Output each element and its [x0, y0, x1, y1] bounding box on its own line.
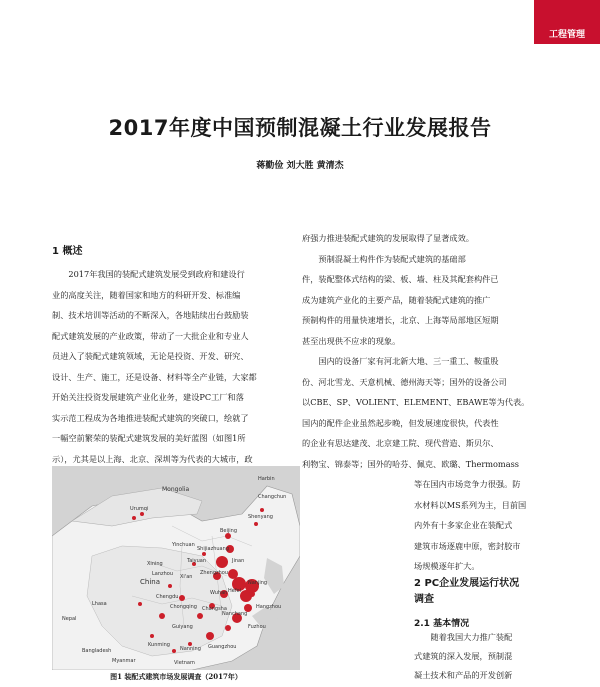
heading-line: 2 PC企业发展运行状况 — [414, 578, 520, 589]
text-line: 业的高度关注，随着国家和地方的科研开发、标准编 — [52, 289, 241, 300]
map-label: Zhengzhou — [200, 570, 229, 576]
text-line: 份、河北雪龙、天意机械、德州海天等；国外的设备公司 — [302, 376, 507, 387]
map-label: Mongolia — [162, 486, 190, 493]
text-line: 甚至出现供不应求的现象。 — [302, 335, 401, 346]
figure-caption: 图1 装配式建筑市场发展调查（2017年） — [110, 672, 242, 681]
heading-line: 调查 — [414, 594, 434, 605]
map-label: Nepal — [62, 616, 77, 622]
text-line: 等在国内市场竞争力很强。防 — [414, 479, 521, 489]
map-label: Fuzhou — [248, 624, 266, 630]
map-label: Jinan — [232, 558, 245, 564]
text-line: 凝土技术和产品的开发创新 — [414, 670, 513, 680]
section-tag-label: 工程管理 — [548, 30, 585, 40]
map-label: Chengdu — [156, 594, 179, 600]
map-label: Harbin — [258, 476, 275, 482]
page-header — [0, 0, 600, 44]
map-label: Shenyang — [248, 514, 273, 520]
right-column-text — [302, 228, 550, 474]
right-column-wrap-text — [414, 474, 550, 577]
text-line: 利物宝、锦泰等；国外的哈芬、佩克、欧璐、Thermomass — [302, 458, 519, 469]
map-label: Hangzhou — [256, 604, 282, 610]
text-line: 预制构件的用量快速增长，北京、上海等局部地区短期 — [302, 315, 499, 325]
subsection-heading-basic: 2.1 基本情况 — [414, 619, 470, 629]
text-line: 开始关注投资发展建筑产业化业务，建设PC工厂和落 — [52, 392, 244, 402]
map-label: Nanjing — [248, 580, 268, 586]
text-line: 实示范工程成为各地推进装配式建筑的突破口，绘就了 — [52, 412, 249, 423]
text-line: 水材料以MS系列为主，目前国 — [414, 499, 527, 510]
text-line: 式建筑的深入发展，预制混 — [414, 651, 513, 661]
map-label: Nanning — [180, 646, 201, 652]
text-line: 国内的设备厂家有河北新大地、三一重工、鞍重股 — [318, 356, 499, 366]
left-column-text — [52, 264, 300, 469]
text-line: 预制混凝土构件作为装配式建筑的基础部 — [318, 253, 466, 264]
section-tag — [534, 0, 600, 44]
text-line: 员进入了装配式建筑领域，无论是投资、开发、研究、 — [52, 351, 249, 361]
text-line: 随着我国大力推广装配 — [430, 632, 513, 642]
text-line: 内外有十多家企业在装配式 — [414, 520, 513, 530]
map-label: Taiyuan — [187, 558, 207, 564]
text-line: 2017年我国的装配式建筑发展受到政府和建设行 — [68, 269, 245, 279]
text-line: 示），尤其是以上海、北京、深圳等为代表的大城市，政 — [52, 453, 253, 464]
map-label: Lanzhou — [152, 571, 174, 577]
map-label: Myanmar — [112, 658, 136, 664]
map-label: Hefei — [228, 588, 242, 594]
text-line: 场规模逐年扩大。 — [414, 561, 480, 571]
map-label: Wuhan — [210, 590, 228, 596]
map-label: Xining — [147, 561, 163, 567]
text-line: 国内的配件企业虽然起步晚，但发展速度很快，代表性 — [302, 417, 499, 428]
map-label: Guangzhou — [208, 644, 237, 650]
map-label: Changsha — [202, 606, 227, 612]
text-line: 的企业有思达建茂、北京建工院、现代营造、斯贝尔、 — [302, 438, 499, 448]
map-label: Kunming — [148, 642, 170, 648]
map-label: Lhasa — [92, 601, 107, 607]
text-line: 建筑市场逐鹿中原，密封胶市 — [414, 540, 521, 551]
map-label: Yinchuan — [172, 542, 195, 548]
section-heading-pc-survey — [414, 576, 550, 608]
text-line: 制、技术培训等活动的不断深入，各地陆续出台鼓励装 — [52, 310, 249, 320]
map-label: Changchun — [258, 494, 287, 500]
map-label: Beijing — [220, 528, 238, 534]
map-label: Nanchang — [222, 611, 248, 617]
map-label: Bangladesh — [82, 648, 112, 654]
text-line: 设计、生产、施工，还是设备、材料等全产业链，大家都 — [52, 371, 257, 382]
map-label: Vietnam — [174, 660, 195, 666]
map-label: Shijiazhuang — [197, 546, 229, 552]
article-title: 2017年度中国预制混凝土行业发展报告 — [108, 116, 492, 140]
text-line: 配式建筑发展的产业政策，带动了一大批企业和专业人 — [52, 330, 249, 341]
text-line: 府强力推进装配式建筑的发展取得了显著成效。 — [302, 233, 474, 243]
map-label: Xi'an — [180, 574, 193, 580]
map-label: Guiyang — [172, 624, 193, 630]
text-line: 以CBE、SP、VOLIENT、ELEMENT、EBAWE等为代表。 — [302, 397, 530, 407]
text-line: 一幅空前繁荣的装配式建筑发展的美好蓝图（如图1所 — [52, 433, 246, 443]
map-label: Chongqing — [170, 604, 197, 610]
text-line: 成为建筑产业化的主要产品，随着装配式建筑的推广 — [302, 294, 491, 305]
figure-map — [52, 466, 300, 670]
map-label: China — [140, 578, 160, 586]
right-column-tail-text — [414, 628, 550, 685]
article-authors: 蒋勤俭 刘大胜 黄清杰 — [256, 161, 344, 171]
text-line: 件，装配整体式结构的梁、板、墙、柱及其配套构件已 — [302, 274, 499, 284]
section-heading-overview: 1 概述 — [52, 246, 83, 257]
map-label: Urumqi — [130, 506, 149, 512]
